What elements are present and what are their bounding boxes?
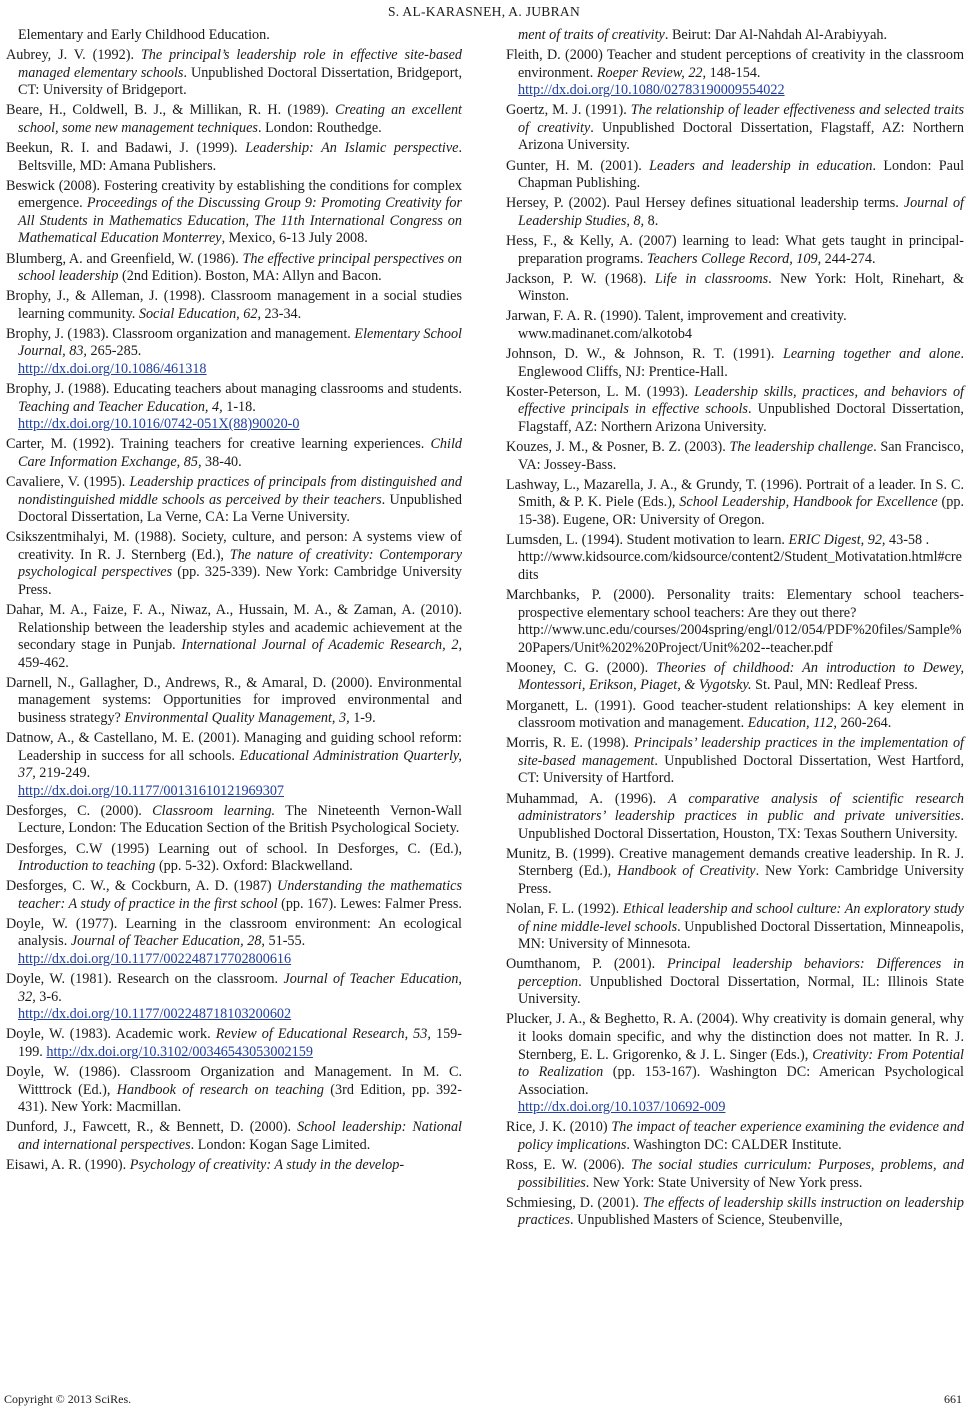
reference-text: Desforges, C. (2000). <box>6 802 153 819</box>
reference-text: . Unpublished Masters of Science, Steubenville, <box>570 1212 843 1229</box>
reference-title: Classroom learning. <box>152 802 276 819</box>
reference-text: Dunford, J., Fawcett, R., & Bennett, D. (2000). <box>6 1119 298 1136</box>
reference-title: The effects of leadership skills instruction on leadership practices <box>518 1194 964 1229</box>
reference-text: Eisawi, A. R. (1990). <box>6 1157 130 1174</box>
reference-title: Psychology of creativity: A study in the develop- <box>129 1157 405 1174</box>
reference-text: . Unpublished Doctoral Dissertation, Flagstaff, AZ: Northern Arizona University. <box>518 401 964 435</box>
reference-entry <box>6 1026 462 1061</box>
reference-text: 43-58 . <box>885 531 930 548</box>
reference-text: . Unpublished Doctoral Dissertation, Bridgeport, CT: University of Bridgeport. <box>18 64 462 99</box>
reference-entry <box>506 384 964 437</box>
reference-title: Teachers College Record, 109, <box>646 250 822 267</box>
reference-text: 148-154. <box>706 64 761 81</box>
reference-title: Teaching and Teacher Education, 4, <box>18 398 223 415</box>
reference-text: . Unpublished Doctoral Dissertation, Minneapolis, MN: University of Minnesota. <box>518 918 965 953</box>
reference-text: Desforges, C. W., & Cockburn, A. D. (1987) <box>6 878 278 895</box>
reference-text: 244-274. <box>821 250 876 267</box>
reference-entry <box>506 233 964 268</box>
reference-entry <box>6 102 462 137</box>
reference-text: 8. <box>644 212 659 229</box>
reference-entry <box>506 271 964 306</box>
reference-text: 1-18. <box>222 398 256 415</box>
reference-entry <box>506 791 964 844</box>
reference-text: Lashway, L., Mazarella, J. A., & Grundy, T. (1996). Portrait of a leader. In S. C. Smith, & P. K. Piele (Eds.), <box>506 476 964 511</box>
reference-title: Ethical leadership and school culture: An exploratory study of nine middle-level schools <box>518 900 964 935</box>
reference-text: Koster-Peterson, L. M. (1993). <box>506 383 695 400</box>
reference-text: . Unpublished Doctoral Dissertation, West Hartford, CT: University of Hartford. <box>518 752 964 787</box>
reference-title: The impact of teacher experience examining the evidence and policy implications <box>518 1119 965 1153</box>
reference-title: Social Education, 62, <box>138 305 261 322</box>
reference-title: The effective principal perspectives on school leadership <box>18 250 462 285</box>
reference-entry <box>506 27 964 45</box>
reference-text: Rice, J. K. (2010) <box>506 1119 612 1136</box>
reference-url: http://www.kidsource.com/kidsource/content2/Student_Motivatation.html#credits <box>518 549 962 583</box>
reference-entry <box>6 803 462 838</box>
reference-text: Nolan, F. L. (1992). <box>506 900 623 917</box>
reference-text: (pp. 153-167). Washington DC: American Psychological Association. <box>518 1064 964 1098</box>
reference-text: Beare, H., Coldwell, B. J., & Millikan, R. H. (1989). <box>6 102 336 119</box>
reference-entry <box>506 1119 964 1154</box>
reference-text: . New York: Holt, Rinehart, & Winston. <box>518 270 965 305</box>
references-left-column <box>6 27 462 1177</box>
doi-link[interactable]: http://dx.doi.org/10.1177/00131610121969307 <box>18 782 285 799</box>
reference-title: International Journal of Academic Research, 2, <box>181 637 463 654</box>
reference-entry <box>506 1195 964 1230</box>
reference-text: . London: Paul Chapman Publishing. <box>518 157 965 192</box>
reference-entry <box>6 27 462 45</box>
reference-text: (pp. 5-32). Oxford: Blackwelland. <box>155 858 353 875</box>
reference-entry <box>6 730 462 800</box>
reference-text: 459-462. <box>18 654 69 671</box>
reference-entry <box>506 698 964 733</box>
doi-link[interactable]: http://dx.doi.org/10.3102/00346543053002159 <box>46 1043 313 1060</box>
doi-link[interactable]: http://dx.doi.org/10.1177/002248718103200602 <box>18 1006 292 1023</box>
reference-text: . Unpublished Doctoral Dissertation, La Verne, CA: La Verne University. <box>18 491 462 526</box>
reference-title: Journal of Teacher Education, 32, <box>18 971 462 1005</box>
reference-text: Doyle, W. (1981). Research on the classroom. <box>6 971 284 988</box>
reference-text: . San Francisco, VA: Jossey-Bass. <box>518 438 964 473</box>
reference-text: Csikszentmihalyi, M. (1988). Society, culture, and person: A systems view of creativity. In R. J. Sternberg (Ed.), <box>6 529 462 563</box>
running-head: S. AL-KARASNEH, A. JUBRAN <box>387 4 581 19</box>
reference-text: Desforges, C.W (1995) Learning out of school. In Desforges, C. (Ed.), <box>6 840 462 857</box>
doi-link[interactable]: http://dx.doi.org/10.1086/461318 <box>18 361 207 377</box>
reference-text: Carter, M. (1992). Training teachers for creative learning experiences. <box>6 436 431 453</box>
reference-entry <box>6 1119 462 1154</box>
reference-text: 51-55. <box>264 933 306 950</box>
reference-text: Mooney, C. G. (2000). <box>506 659 657 676</box>
reference-text: Elementary and Early Childhood Education. <box>18 27 270 43</box>
reference-title: Child Care Information Exchange, 85, <box>18 436 462 470</box>
reference-entry <box>6 1157 462 1175</box>
reference-text: . London: Routhedge. <box>257 119 382 136</box>
reference-url: http://www.unc.edu/courses/2004spring/engl/012/054/PDF%20files/Sample%20Papers/Unit%202%20Project/Unit%202--teacher.pdf <box>518 622 962 656</box>
reference-title: Journal of Teacher Education, 28, <box>70 933 265 950</box>
reference-text: . New York: Cambridge University Press. <box>518 863 964 897</box>
reference-entry <box>6 140 462 175</box>
reference-text: Datnow, A., & Castellano, M. E. (2001). Managing and guiding school reform: Leadership in success for all schools. <box>6 730 462 764</box>
reference-text: Doyle, W. (1983). Academic work. <box>6 1026 216 1043</box>
reference-text: Goertz, M. J. (1991). <box>506 102 631 119</box>
reference-title: The principal’s leadership role in effective site-based managed elementary schools <box>18 47 462 81</box>
reference-title: Roeper Review, 22, <box>596 64 707 81</box>
reference-title: Education, 112, <box>747 715 837 732</box>
reference-entry <box>506 102 964 155</box>
reference-title: Review of Educational Research, 53, <box>215 1026 431 1043</box>
reference-title: Theories of childhood: An introduction to Dewey, Montessori, Erikson, Piaget, & Vygotsky. <box>518 659 965 694</box>
reference-entry <box>6 1064 462 1117</box>
reference-text: 265-285. <box>86 343 142 360</box>
reference-entry <box>6 474 462 527</box>
reference-entry <box>506 158 964 193</box>
reference-entry <box>6 47 462 100</box>
reference-text: Gunter, H. M. (2001). <box>506 157 650 174</box>
reference-text: (pp. 325-339). New York: Cambridge University Press. <box>18 564 462 598</box>
reference-title: Introduction to teaching <box>18 858 156 875</box>
reference-title: Creativity: From Potential to Realization <box>518 1046 964 1081</box>
reference-text: Marchbanks, P. (2000). Personality traits: Elementary school teachers-prospective elementary school teachers: Are they out there? <box>506 587 964 621</box>
reference-title: Leadership practices of principals from distinguished and nondistinguished middle schools as perceived by their teachers <box>18 474 462 508</box>
reference-url: www.madinanet.com/alkotob4 <box>518 325 693 342</box>
reference-text: Lumsden, L. (1994). Student motivation to learn. <box>506 531 789 548</box>
reference-title: Learning together and alone <box>782 346 961 363</box>
reference-entry <box>6 436 462 471</box>
reference-text: . Englewood Cliffs, NJ: Prentice-Hall. <box>518 346 965 380</box>
references-right-column <box>506 27 964 1232</box>
reference-text: . Unpublished Doctoral Dissertation, Normal, IL: Illinois State University. <box>518 973 964 1008</box>
reference-text: . New York: State University of New York press. <box>585 1174 863 1191</box>
reference-entry <box>506 587 964 657</box>
reference-title: The nature of creativity: Contemporary psychological perspectives <box>18 546 462 581</box>
reference-title: A comparative analysis of scientific research administrators’ leadership practices in public and private universities <box>518 790 964 825</box>
reference-entry <box>6 529 462 599</box>
reference-text: 3-6. <box>35 988 62 1005</box>
reference-entry <box>506 846 964 899</box>
reference-text: (3rd Edition, pp. 392-431). New York: Macmillan. <box>18 1081 462 1116</box>
reference-entry <box>6 251 462 286</box>
reference-entry <box>506 308 964 343</box>
doi-link[interactable]: http://dx.doi.org/10.1037/10692-009 <box>518 1099 726 1116</box>
reference-text: (2nd Edition). Boston, MA: Allyn and Bacon. <box>118 268 382 285</box>
reference-text: Muhammad, A. (1996). <box>506 790 669 807</box>
reference-entry <box>506 1157 964 1192</box>
reference-entry <box>6 841 462 876</box>
reference-text: Plucker, J. A., & Beghetto, R. A. (2004). Why creativity is domain general, why it looks domain specific, and why the distinction does not matter. In R. J. Sternberg, E. L. Grigorenko, & J. L. Singer (Eds.), <box>506 1011 964 1063</box>
reference-text: 219-249. <box>35 765 91 782</box>
reference-entry <box>6 878 462 913</box>
reference-entry <box>506 956 964 1009</box>
reference-text: (pp. 15-38). Eugene, OR: University of Oregon. <box>518 494 964 528</box>
reference-title: Handbook of research on teaching <box>116 1081 324 1098</box>
reference-entry <box>506 532 964 585</box>
reference-title: The leadership challenge <box>729 438 874 455</box>
reference-text: Hersey, P. (2002). Paul Hersey defines situational leadership terms. <box>506 195 904 212</box>
reference-title: Principals’ leadership practices in the implementation of site-based management <box>518 735 964 769</box>
reference-text: Cavaliere, V. (1995). <box>6 474 130 491</box>
reference-entry <box>506 660 964 695</box>
reference-text: The Nineteenth Vernon-Wall Lecture, London: The Education Section of the British Psychological Society. <box>18 802 462 837</box>
reference-title: Understanding the mathematics teacher: A study of practice in the first school <box>18 878 463 912</box>
reference-entry <box>506 439 964 474</box>
reference-title: School leadership: National and international perspectives <box>18 1119 462 1153</box>
reference-title: The social studies curriculum: Purposes, problems, and possibilities <box>518 1157 964 1191</box>
reference-title: ERIC Digest, 92, <box>788 531 886 548</box>
reference-title: Principal leadership behaviors: Differences in perception <box>518 956 964 990</box>
reference-text: 260-264. <box>836 715 892 732</box>
doi-link[interactable]: http://dx.doi.org/10.1080/02783190009554022 <box>518 82 785 99</box>
reference-title: Creating an excellent school, some new management techniques <box>18 102 462 136</box>
reference-text: Fleith, D. (2000) Teacher and student perceptions of creativity in the classroom environment. <box>506 47 964 81</box>
reference-title: The relationship of leader effectiveness and selected traits of creativity <box>518 102 965 136</box>
reference-text: . London: Kogan Sage Limited. <box>190 1136 371 1153</box>
reference-entry <box>506 735 964 788</box>
reference-entry <box>6 916 462 969</box>
reference-text: Doyle, W. (1977). Learning in the classroom environment: An ecological analysis. <box>6 915 462 950</box>
reference-title: ment of traits of creativity <box>518 27 665 43</box>
reference-text: Brophy, J. (1983). Classroom organization and management. <box>6 325 355 342</box>
reference-text: Dahar, M. A., Faize, F. A., Niwaz, A., Hussain, M. A., & Zaman, A. (2010). Relationship between the leadership styles and academic achievement at the secondary stage in Punjab. <box>6 602 462 654</box>
reference-text: 1-9. <box>349 709 376 726</box>
reference-text: Brophy, J., & Alleman, J. (1998). Classroom management in a social studies learning community. <box>6 288 462 322</box>
reference-entry <box>6 288 462 323</box>
reference-entry <box>506 47 964 100</box>
reference-text: . Beirut: Dar Al-Nahdah Al-Arabiyyah. <box>664 27 888 43</box>
reference-text: . Unpublished Doctoral Dissertation, Houston, TX: Texas Southern University. <box>518 808 964 842</box>
reference-text: Beswick (2008). Fostering creativity by establishing the conditions for complex emergence. <box>6 177 462 212</box>
reference-text: Morris, R. E. (1998). <box>506 735 634 752</box>
reference-text: Darnell, N., Gallagher, D., Andrews, R., & Amaral, D. (2000). Environmental management systems: Opportunities for improved environmental and business strategy? <box>6 674 462 726</box>
reference-entry <box>506 901 964 954</box>
reference-text: Jackson, P. W. (1968). <box>506 270 655 287</box>
reference-text: Ross, E. W. (2006). <box>506 1157 631 1174</box>
footer-page-number: 661 <box>944 1392 962 1406</box>
reference-text: Brophy, J. (1988). Educating teachers about managing classrooms and students. <box>6 381 462 398</box>
footer-copyright: Copyright © 2013 SciRes. <box>4 1392 132 1406</box>
reference-text: 38-40. <box>201 453 242 470</box>
reference-text: . Beltsville, MD: Amana Publishers. <box>18 140 462 174</box>
reference-entry <box>6 602 462 672</box>
reference-title: Educational Administration Quarterly, 37, <box>18 747 462 782</box>
reference-title: Leaders and leadership in education <box>649 157 873 174</box>
reference-title: Environmental Quality Management, 3, <box>124 709 350 726</box>
reference-text: St. Paul, MN: Redleaf Press. <box>751 677 918 694</box>
reference-text: Aubrey, J. V. (1992). <box>6 47 141 64</box>
reference-title: School Leadership, Handbook for Excellence <box>679 494 938 511</box>
reference-entry <box>6 381 462 434</box>
reference-text: Doyle, W. (1986). Classroom Organization and Management. In M. C. Witttrock (Ed.), <box>6 1064 462 1098</box>
reference-entry <box>506 346 964 381</box>
reference-title: Handbook of Creativity <box>617 863 756 880</box>
reference-text: 23-34. <box>261 305 302 322</box>
reference-text: Schmiesing, D. (2001). <box>506 1194 643 1211</box>
reference-text: Morganett, L. (1991). Good teacher-student relationships: A key element in classroom motivation and management. <box>506 697 964 732</box>
reference-entry <box>6 675 462 728</box>
reference-title: Proceedings of the Discussing Group 9: Promoting Creativity for All Students in Mathematics Education, The 11th International Congress on Mathematical Education Monterrey <box>18 195 462 247</box>
reference-title: Journal of Leadership Studies, 8, <box>518 195 964 229</box>
reference-entry <box>506 195 964 230</box>
doi-link[interactable]: http://dx.doi.org/10.1177/002248717702800616 <box>18 951 292 968</box>
reference-text: 159-199. <box>18 1026 462 1060</box>
reference-entry <box>6 326 462 379</box>
reference-text: , Mexico, 6-13 July 2008. <box>221 230 368 247</box>
reference-text: Blumberg, A. and Greenfield, W. (1986). <box>6 250 243 267</box>
reference-text: Kouzes, J. M., & Posner, B. Z. (2003). <box>506 438 730 455</box>
reference-text: . Unpublished Doctoral Dissertation, Flagstaff, AZ: Northern Arizona University. <box>518 119 964 154</box>
reference-text: . Washington DC: CALDER Institute. <box>626 1136 842 1153</box>
reference-title: Leadership skills, practices, and behaviors of effective principals in effective schools <box>518 383 964 418</box>
reference-text: Beekun, R. I. and Badawi, J. (1999). <box>6 140 246 157</box>
reference-text: Munitz, B. (1999). Creative management demands creative leadership. In R. J. Sternberg (Ed.), <box>506 845 964 880</box>
reference-text: Johnson, D. W., & Johnson, R. T. (1991). <box>506 346 783 363</box>
reference-text: Oumthanom, P. (2001). <box>506 956 667 973</box>
reference-entry <box>506 1011 964 1116</box>
reference-title: Life in classrooms <box>654 270 769 287</box>
reference-text: (pp. 167). Lewes: Falmer Press. <box>277 895 462 912</box>
reference-title: Elementary School Journal, 83, <box>18 325 462 360</box>
doi-link[interactable]: http://dx.doi.org/10.1016/0742-051X(88)90020-0 <box>18 416 300 433</box>
reference-text: Jarwan, F. A. R. (1990). Talent, improvement and creativity. <box>506 308 847 325</box>
reference-text: Hess, F., & Kelly, A. (2007) learning to lead: What gets taught in principal-preparation programs. <box>506 232 964 267</box>
reference-entry <box>506 477 964 530</box>
reference-entry <box>6 178 462 248</box>
reference-title: Leadership: An Islamic perspective <box>245 140 459 157</box>
reference-entry <box>6 971 462 1024</box>
